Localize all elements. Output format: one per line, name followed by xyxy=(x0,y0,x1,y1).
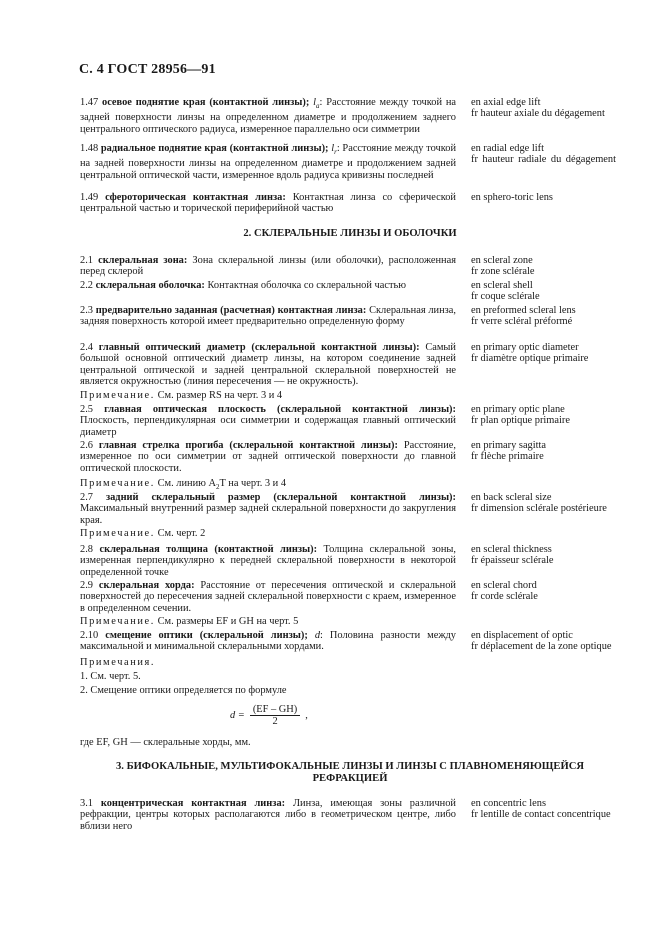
entry-translations: en sphero-toric lens xyxy=(471,192,553,203)
note-2-10-item-2: 2. Смещение оптики определяется по формуле xyxy=(80,685,287,696)
entry-text: 1.49 сфероторическая контактная линза: Контактная линза со сферической центральной частью и торической периферийной частью xyxy=(80,192,456,215)
formula-denominator: 2 xyxy=(272,716,278,727)
note-2-6: Примечание. См. линию $A_2T$ на черт. 3 и 4 xyxy=(80,478,287,492)
note-2-7: Примечание. См. черт. 2 xyxy=(80,528,206,539)
formula-fraction xyxy=(250,704,300,727)
page-header: С. 4 ГОСТ 28956—91 xyxy=(79,62,216,77)
entry-translations: en axial edge lift fr hauteur axiale du dégagement xyxy=(471,97,605,120)
notes-2-10-label: Примечания. xyxy=(80,657,156,668)
formula-numerator: (EF – GH) xyxy=(250,704,300,716)
formula-where: где EF, GH — склеральные хорды, мм. xyxy=(80,737,251,748)
displacement-formula xyxy=(230,704,308,727)
note-2-10-item-1: 1. См. черт. 5. xyxy=(80,671,141,682)
formula-lhs: d = xyxy=(230,710,245,721)
entry-text: 1.48 радиальное поднятие края (контактной линзы); $l_r$: Расстояние между точкой на задней поверхности линзы на определенном диаметре и продолжением задней центральной оптической части, измеренное вдоль радиуса кривизны последней xyxy=(80,143,457,181)
section-2-title: 2. СКЛЕРАЛЬНЫЕ ЛИНЗЫ И ОБОЛОЧКИ xyxy=(243,228,457,239)
note-2-9: Примечание. См. размеры EF и GH на черт. 5 xyxy=(80,616,299,627)
note-2-4: Примечание. См. размер RS на черт. 3 и 4 xyxy=(80,390,283,401)
entry-text: 1.47 осевое поднятие края (контактной линзы); $l_a$: Расстояние между точкой на задней поверхности линзы на определенном диаметре и продолжением заднего центрального оптического радиуса, измеренное параллельно оси симметрии xyxy=(80,97,456,135)
section-3-title: 3. БИФОКАЛЬНЫЕ, МУЛЬТИФОКАЛЬНЫЕ ЛИНЗЫ И ЛИНЗЫ С ПЛАВНОМЕНЯЮЩЕЙСЯ РЕФРАКЦИЕЙ xyxy=(115,761,585,784)
formula-end: , xyxy=(305,710,308,721)
entry-translations: en radial edge lift fr hauteur radiale du dégagement xyxy=(471,143,616,166)
